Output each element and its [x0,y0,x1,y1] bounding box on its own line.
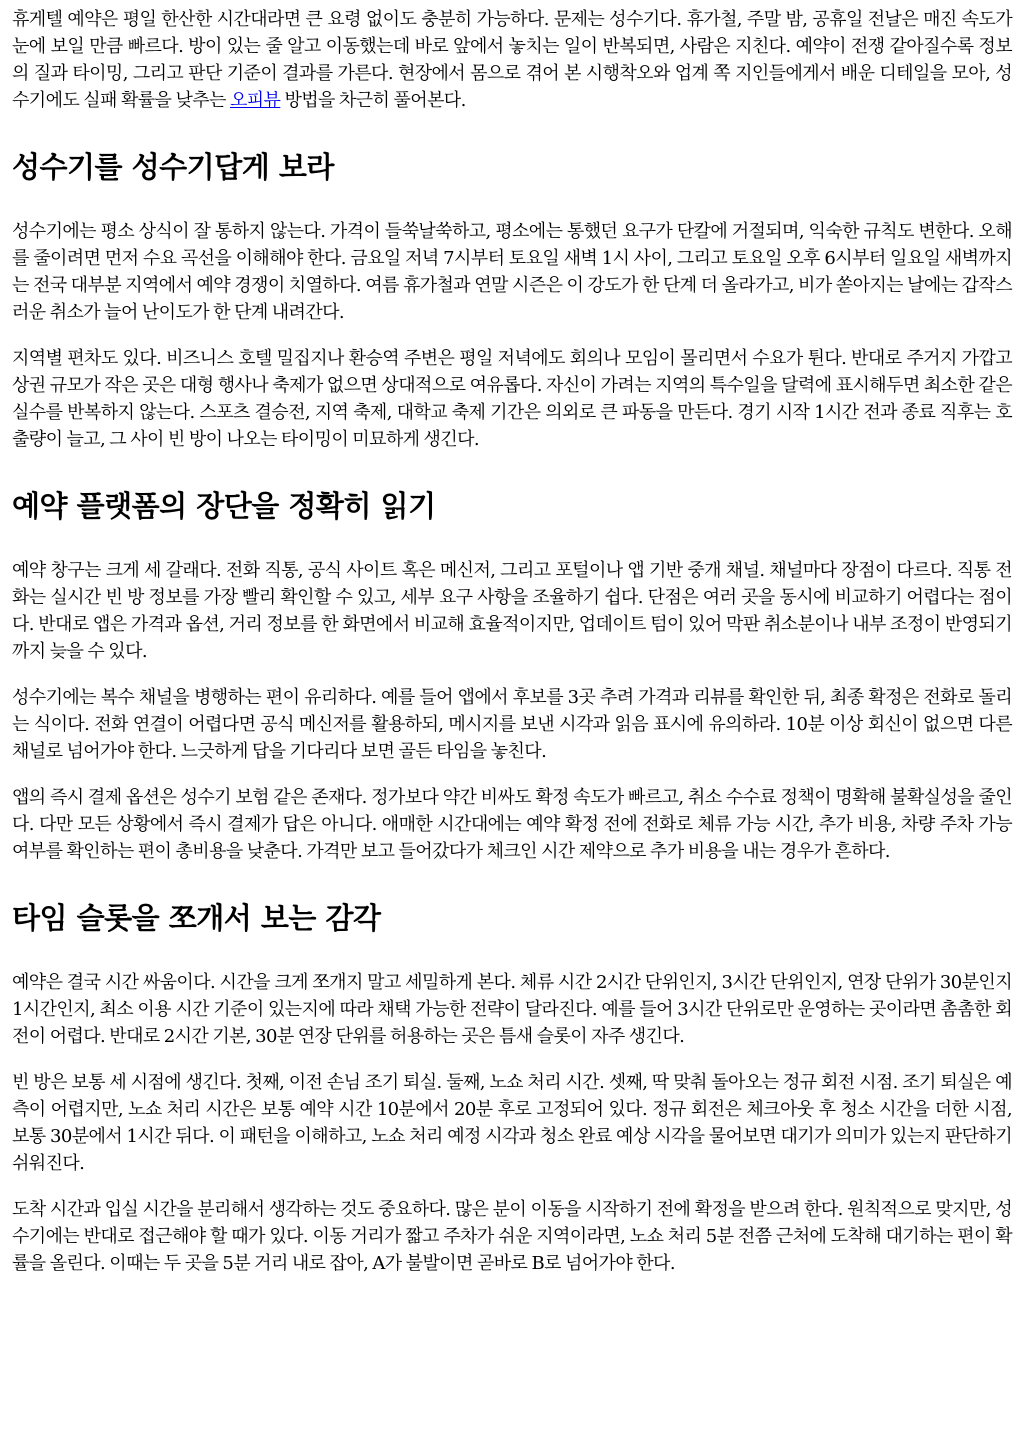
opview-link[interactable]: 오피뷰 [229,90,281,111]
body-paragraph: 성수기에는 복수 채널을 병행하는 편이 유리하다. 예를 들어 앱에서 후보를 3곳 추려 가격과 리뷰를 확인한 뒤, 최종 확정은 전화로 돌리는 식이다. 전화 연결이 어렵다면 공식 메신저를 활용하되, 메시지를 보낸 시각과 읽음 표시에 유의하라. 10분 이상 회신이 없으면 다른 채널로 넘어가야 한다. 느긋하게 답을 기다리다 보면 골든 타임을 놓친다. [12,687,1012,762]
intro-text-end: 방법을 차근히 풀어본다. [280,90,466,111]
section-heading-peak-season: 성수기를 성수기답게 보라 [12,150,334,184]
body-paragraph: 빈 방은 보통 세 시점에 생긴다. 첫째, 이전 손님 조기 퇴실. 둘째, 노쇼 처리 시간. 셋째, 딱 맞춰 돌아오는 정규 회전 시점. 조기 퇴실은 예측이 어렵지만, 노쇼 처리 시간은 보통 예약 시간 10분에서 20분 후로 고정되어 있다. 정규 회전은 체크아웃 후 청소 시간을 더한 시점, 보통 30분에서 1시간 뒤다. 이 패턴을 이해하고, 노쇼 처리 예정 시각과 청소 완료 예상 시각을 물어보면 대기가 의미가 있는지 판단하기 쉬워진다. [12,1072,1012,1174]
body-paragraph: 성수기에는 평소 상식이 잘 통하지 않는다. 가격이 들쑥날쑥하고, 평소에는 통했던 요구가 단칼에 거절되며, 익숙한 규칙도 변한다. 오해를 줄이려면 먼저 수요 곡선을 이해해야 한다. 금요일 저녁 7시부터 토요일 새벽 1시 사이, 그리고 토요일 오후 6시부터 일요일 새벽까지는 전국 대부분 지역에서 예약 경쟁이 치열하다. 여름 휴가철과 연말 시즌은 이 강도가 한 단계 더 올라가고, 비가 쏟아지는 날에는 갑작스러운 취소가 늘어 난이도가 한 단계 내려간다. [12,221,1012,323]
section-heading-platforms: 예약 플랫폼의 장단을 정확히 읽기 [12,489,436,523]
body-paragraph: 예약 창구는 크게 세 갈래다. 전화 직통, 공식 사이트 혹은 메신저, 그리고 포털이나 앱 기반 중개 채널. 채널마다 장점이 다르다. 직통 전화는 실시간 빈 방 정보를 가장 빨리 확인할 수 있고, 세부 요구 사항을 조율하기 쉽다. 단점은 여러 곳을 동시에 비교하기 어렵다는 점이다. 반대로 앱은 가격과 옵션, 거리 정보를 한 화면에서 비교해 효율적이지만, 업데이트 텀이 있어 막판 취소분이나 내부 조정이 반영되기까지 늦을 수 있다. [12,560,1012,662]
body-paragraph: 앱의 즉시 결제 옵션은 성수기 보험 같은 존재다. 정가보다 약간 비싸도 확정 속도가 빠르고, 취소 수수료 정책이 명확해 불확실성을 줄인다. 다만 모든 상황에서 즉시 결제가 답은 아니다. 애매한 시간대에는 예약 확정 전에 전화로 체류 가능 시간, 추가 비용, 차량 주차 가능 여부를 확인하는 편이 총비용을 낮춘다. 가격만 보고 들어갔다가 체크인 시간 제약으로 추가 비용을 내는 경우가 흔하다. [12,787,1012,862]
intro-text: 휴게텔 예약은 평일 한산한 시간대라면 큰 요령 없이도 충분히 가능하다. 문제는 성수기다. 휴가철, 주말 밤, 공휴일 전날은 매진 속도가 눈에 보일 만큼 빠르다. 방이 있는 줄 알고 이동했는데 바로 앞에서 놓치는 일이 반복되면, 사람은 지친다. 예약이 전쟁 같아질수록 정보의 질과 타이밍, 그리고 판단 기준이 결과를 가른다. 현장에서 몸으로 겪어 본 시행착오와 업계 쪽 지인들에게서 배운 디테일을 모아, 성수기에도 실패 확률을 낮추는 [12,9,1012,111]
body-paragraph: 지역별 편차도 있다. 비즈니스 호텔 밀집지나 환승역 주변은 평일 저녁에도 회의나 모임이 몰리면서 수요가 튄다. 반대로 주거지 가깝고 상권 규모가 작은 곳은 대형 행사나 축제가 없으면 상대적으로 여유롭다. 자신이 가려는 지역의 특수일을 달력에 표시해두면 최소한 같은 실수를 반복하지 않는다. 스포츠 결승전, 지역 축제, 대학교 축제 기간은 의외로 큰 파동을 만든다. 경기 시작 1시간 전과 종료 직후는 호출량이 늘고, 그 사이 빈 방이 나오는 타이밍이 미묘하게 생긴다. [12,348,1012,450]
section-heading-time-slots: 타임 슬롯을 쪼개서 보는 감각 [12,901,381,935]
intro-paragraph [12,6,1012,114]
body-paragraph: 예약은 결국 시간 싸움이다. 시간을 크게 쪼개지 말고 세밀하게 본다. 체류 시간 2시간 단위인지, 3시간 단위인지, 연장 단위가 30분인지 1시간인지, 최소 이용 시간 기준이 있는지에 따라 채택 가능한 전략이 달라진다. 예를 들어 3시간 단위로만 운영하는 곳이라면 촘촘한 회전이 어렵다. 반대로 2시간 기본, 30분 연장 단위를 허용하는 곳은 틈새 슬롯이 자주 생긴다. [12,972,1012,1047]
body-paragraph: 도착 시간과 입실 시간을 분리해서 생각하는 것도 중요하다. 많은 분이 이동을 시작하기 전에 확정을 받으려 한다. 원칙적으로 맞지만, 성수기에는 반대로 접근해야 할 때가 있다. 이동 거리가 짧고 주차가 쉬운 지역이라면, 노쇼 처리 5분 전쯤 근처에 도착해 대기하는 편이 확률을 올린다. 이때는 두 곳을 5분 거리 내로 잡아, A가 불발이면 곧바로 B로 넘어가야 한다. [12,1199,1012,1274]
